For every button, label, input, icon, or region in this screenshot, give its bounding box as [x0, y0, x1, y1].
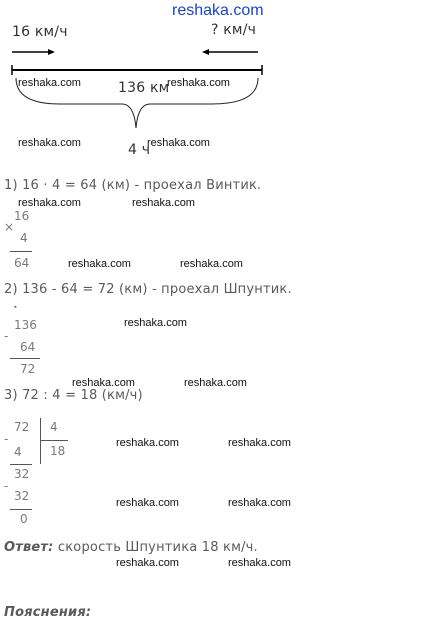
calc2-bottom: 64 — [20, 340, 36, 354]
calc3-divisor-line — [40, 440, 68, 441]
right-arrow-head — [202, 49, 209, 55]
calc2-dot: • — [13, 303, 18, 312]
calc3-second-sub: 32 — [14, 489, 30, 503]
calc3-quotient: 18 — [50, 444, 66, 458]
watermark: reshaka.com — [68, 258, 131, 270]
watermark: reshaka.com — [228, 497, 291, 509]
calc3-remainder: 32 — [14, 467, 30, 481]
step-1: 1) 16 · 4 = 64 (км) - проехал Винтик. — [4, 178, 262, 193]
calc3-first-sub: 4 — [14, 445, 22, 459]
left-arrow-head — [48, 49, 55, 55]
calc2-line — [10, 358, 40, 359]
watermark: reshaka.com — [147, 137, 210, 149]
watermark: reshaka.com — [228, 557, 291, 569]
calc1-top: 16 — [14, 209, 30, 223]
watermark: reshaka.com — [132, 197, 195, 209]
speed-left-label: 16 км/ч — [12, 24, 68, 40]
answer-label: Ответ: — [4, 540, 54, 555]
watermark: reshaka.com — [116, 437, 179, 449]
calc2-top: 136 — [14, 318, 37, 332]
watermark: reshaka.com — [116, 497, 179, 509]
calc3-line-2 — [10, 509, 32, 510]
explanations-label: Пояснения: — [4, 605, 92, 620]
watermark: reshaka.com — [116, 557, 179, 569]
calc3-dividend: 72 — [14, 420, 30, 434]
distance-label: 136 км — [118, 80, 170, 96]
watermark: reshaka.com — [18, 77, 81, 89]
step-3: 3) 72 : 4 = 18 (км/ч) — [4, 388, 143, 403]
calc3-divisor: 4 — [50, 420, 58, 434]
calc3-minus-2: - — [4, 479, 9, 493]
calc1-result: 64 — [14, 256, 30, 270]
site-watermark-top: reshaka.com — [172, 2, 264, 19]
calc2-sign: - — [4, 329, 9, 343]
step-2: 2) 136 - 64 = 72 (км) - проехал Шпунтик. — [4, 282, 292, 297]
calc2-result: 72 — [20, 362, 36, 376]
watermark: reshaka.com — [228, 437, 291, 449]
watermark: reshaka.com — [72, 377, 135, 389]
speed-right-label: ? км/ч — [211, 22, 257, 38]
time-label: 4 ч — [128, 142, 151, 158]
answer-text: скорость Шпунтика 18 км/ч. — [53, 540, 258, 555]
answer-line — [4, 540, 258, 555]
calc1-line — [10, 251, 32, 252]
calc1-sign: × — [4, 220, 15, 234]
calc3-line-1 — [10, 464, 32, 465]
calc3-minus-1: - — [4, 432, 9, 446]
calc3-division-bar — [40, 418, 41, 464]
calc3-final: 0 — [20, 512, 28, 526]
watermark: reshaka.com — [18, 197, 81, 209]
watermark: reshaka.com — [184, 377, 247, 389]
watermark: reshaka.com — [124, 317, 187, 329]
calc1-bottom: 4 — [20, 231, 28, 245]
watermark: reshaka.com — [180, 258, 243, 270]
watermark: reshaka.com — [167, 77, 230, 89]
watermark: reshaka.com — [18, 137, 81, 149]
